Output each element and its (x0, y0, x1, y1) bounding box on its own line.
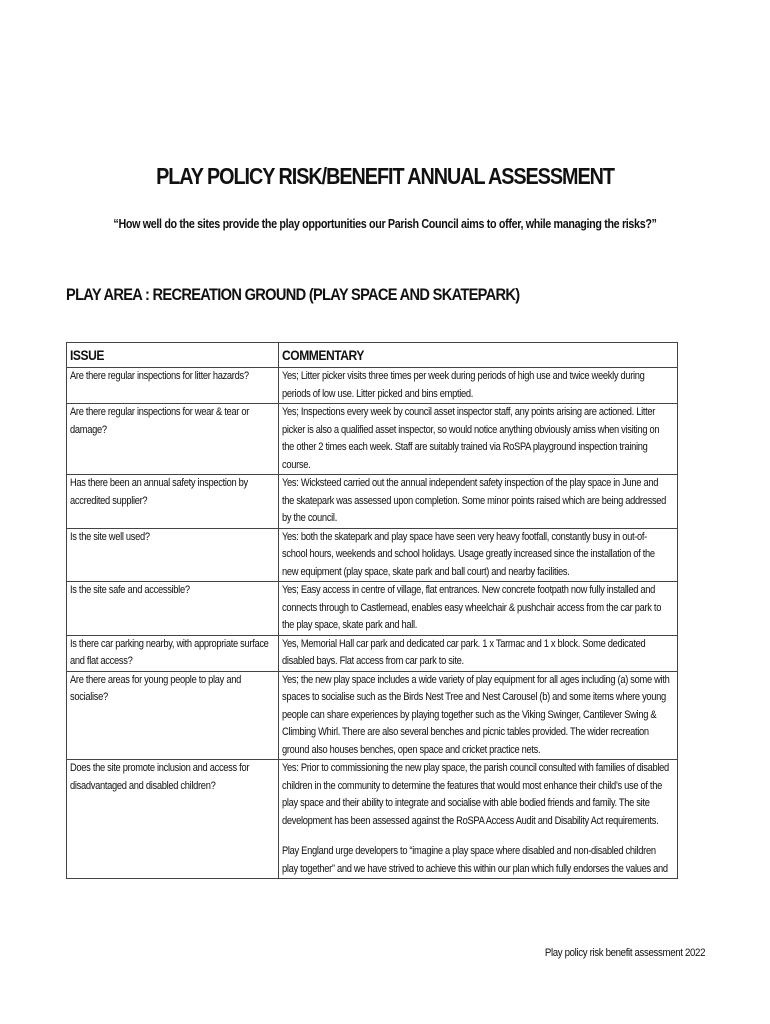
page-footer: Play policy risk benefit assessment 2022 (544, 947, 705, 959)
table-row (67, 528, 678, 582)
table-row (67, 368, 678, 404)
column-header-commentary: COMMENTARY (279, 343, 678, 368)
issue-cell: Are there areas for young people to play and socialise? (67, 671, 279, 760)
page-title: PLAY POLICY RISK/BENEFIT ANNUAL ASSESSMENT (156, 163, 614, 189)
table-row (67, 635, 678, 671)
commentary-cell: Yes: Wicksteed carried out the annual independent safety inspection of the play space in June and the skatepark was assessed upon completion. Some minor points raised which are being addressed by the council. (279, 475, 678, 529)
table-row (67, 404, 678, 475)
issue-cell: Is there car parking nearby, with appropriate surface and flat access? (67, 635, 279, 671)
commentary-cell: Yes: Prior to commissioning the new play space, the parish council consulted with families of disabled children in the community to determine the features that would most enhance their child’s use of the play space and their ability to integrate and socialise with able bodied friends and family. The site development has been assessed against the RoSPA Access Audit and Disability Act requirements. Play England urge developers to “imagine a play space where disabled and non-disabled children play together” and we have strived to achieve this within our plan which fully endorses the values and (279, 760, 678, 879)
risk-assessment-table (66, 342, 678, 879)
issue-cell: Is the site well used? (67, 528, 279, 582)
table-row (67, 671, 678, 760)
issue-cell: Are there regular inspections for litter hazards? (67, 368, 279, 404)
play-area-heading: PLAY AREA : RECREATION GROUND (PLAY SPACE AND SKATEPARK) (66, 285, 520, 304)
commentary-cell: Yes; Easy access in centre of village, flat entrances. New concrete footpath now fully installed and connects through to Castlemead, enables easy wheelchair & pushchair access from the car park to the play space, skate park and hall. (279, 582, 678, 636)
issue-cell: Is the site safe and accessible? (67, 582, 279, 636)
commentary-cell: Yes: both the skatepark and play space have seen very heavy footfall, constantly busy in out-of-school hours, weekends and school holidays. Usage greatly increased since the installation of the new equipment (play space, skate park and ball court) and nearby facilities. (279, 528, 678, 582)
commentary-cell: Yes; Litter picker visits three times per week during periods of high use and twice weekly during periods of low use. Litter picked and bins emptied. (279, 368, 678, 404)
issue-cell: Does the site promote inclusion and access for disadvantaged and disabled children? (67, 760, 279, 879)
table-row (67, 760, 678, 879)
commentary-cell: Yes; the new play space includes a wide variety of play equipment for all ages including (a) some with spaces to socialise such as the Birds Nest Tree and Nest Carousel (b) and some items where young people can share experiences by playing together such as the Viking Swinger, Cantilever Swing & Climbing Whirl. There are also several benches and picnic tables provided. The wider recreation ground also houses benches, open space and cricket practice nets. (279, 671, 678, 760)
issue-cell: Are there regular inspections for wear & tear or damage? (67, 404, 279, 475)
table-row (67, 582, 678, 636)
page-subtitle: “How well do the sites provide the play opportunities our Parish Council aims to offer, while managing the risks?” (113, 217, 657, 231)
issue-cell: Has there been an annual safety inspection by accredited supplier? (67, 475, 279, 529)
commentary-cell: Yes; Inspections every week by council asset inspector staff, any points arising are actioned. Litter picker is also a qualified asset inspector, so would notice anything obviously amiss when visiting on the other 2 times each week. Staff are suitably trained via RoSPA playground inspection training course. (279, 404, 678, 475)
column-header-issue: ISSUE (67, 343, 279, 368)
commentary-cell: Yes, Memorial Hall car park and dedicated car park. 1 x Tarmac and 1 x block. Some dedicated disabled bays. Flat access from car park to site. (279, 635, 678, 671)
table-row (67, 475, 678, 529)
table-header-row (67, 343, 678, 368)
